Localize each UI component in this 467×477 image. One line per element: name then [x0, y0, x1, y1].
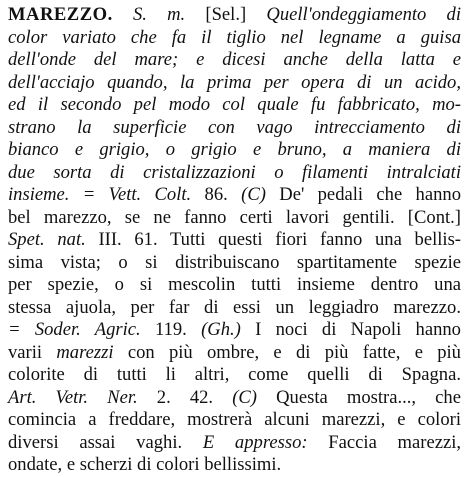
text-line — [8, 49, 461, 72]
italic-text: bianco e grigio, o grigio e bruno, a maniera di — [8, 139, 461, 160]
roman-text: comincia a freddare, mostrerà alcuni marezzi, e colori — [8, 409, 461, 430]
text-line — [8, 184, 461, 207]
text-line — [8, 162, 461, 185]
roman-text: bel marezzo, se ne fanno certi lavori gentili. [Cont.] — [8, 206, 461, 228]
roman-text: stessa ajuola, per far di essi un leggiadro marezzo. — [8, 296, 461, 318]
roman-text: Faccia marezzi, — [307, 431, 462, 453]
text-line — [8, 94, 461, 117]
italic-text: S. m. — [132, 4, 186, 25]
roman-text: I noci di Napoli hanno — [240, 319, 461, 340]
roman-text: III. 61. Tutti questi fiori fanno una bellis- — [85, 229, 461, 250]
roman-text: Questa mostra..., che — [257, 386, 461, 408]
text-line — [8, 252, 461, 275]
italic-text: Art. Vetr. Ner. — [8, 386, 138, 408]
roman-text: con più ombre, e di più fatte, e più — [113, 341, 461, 363]
italic-text: dell'acciajo quando, la prima per opera di un acido, — [8, 71, 461, 93]
roman-text: De' pedali che hanno — [265, 184, 461, 205]
roman-text: 86. — [191, 184, 242, 205]
text-line — [8, 72, 461, 95]
text-line — [8, 319, 461, 342]
italic-text: dell'onde del mare; e dicesi anche della latta e — [8, 49, 461, 70]
italic-text: ed il secondo pel modo col quale fu fabbricato, mo- — [8, 94, 461, 115]
italic-text: (Gh.) — [201, 319, 241, 340]
roman-text: sima vista; o si distribuiscano spartitamente spezie — [8, 251, 461, 273]
text-line — [8, 139, 461, 162]
italic-text: color variato che fa il tiglio nel legname a guisa — [8, 26, 461, 48]
roman-text: varii — [8, 341, 57, 363]
italic-text: E appresso: — [202, 431, 308, 453]
roman-text: diversi assai vaghi. — [8, 431, 203, 453]
italic-text: due sorta di cristalizzazioni o filamenti intralciati — [8, 161, 461, 183]
italic-text: strano la superficie con vago intrecciamento di — [8, 116, 461, 138]
text-line — [8, 387, 461, 410]
text-line — [8, 454, 461, 477]
roman-text: colorite di tutti li altri, come quelli di Spagna. — [8, 364, 461, 385]
text-line — [8, 274, 461, 297]
roman-text — [113, 4, 133, 25]
text-line — [8, 207, 461, 230]
text-line — [8, 27, 461, 50]
roman-text: per spezie, o si mescolin tutti insieme dentro una — [8, 274, 461, 295]
italic-text: marezzi — [56, 341, 114, 363]
italic-text: (C) — [241, 184, 266, 205]
text-line — [8, 229, 461, 252]
text-line — [8, 432, 461, 455]
italic-text: Quell'ondeggiamento di — [266, 4, 462, 25]
italic-text: Spet. nat. — [8, 229, 86, 250]
text-line — [8, 4, 461, 27]
text-line — [8, 297, 461, 320]
text-line — [8, 342, 461, 365]
headword: MAREZZO. — [8, 4, 113, 25]
text-line — [8, 364, 461, 387]
roman-text: 119. — [140, 319, 202, 340]
text-line — [8, 117, 461, 140]
italic-text: (C) — [232, 386, 257, 408]
roman-text: [Sel.] — [185, 4, 267, 25]
roman-text: ondate, e scherzi di colori bellissimi. — [8, 454, 282, 475]
italic-text: insieme. = Vett. Colt. — [8, 184, 192, 205]
italic-text: = Soder. Agric. — [8, 319, 141, 340]
text-line — [8, 409, 461, 432]
roman-text: 2. 42. — [137, 386, 233, 408]
